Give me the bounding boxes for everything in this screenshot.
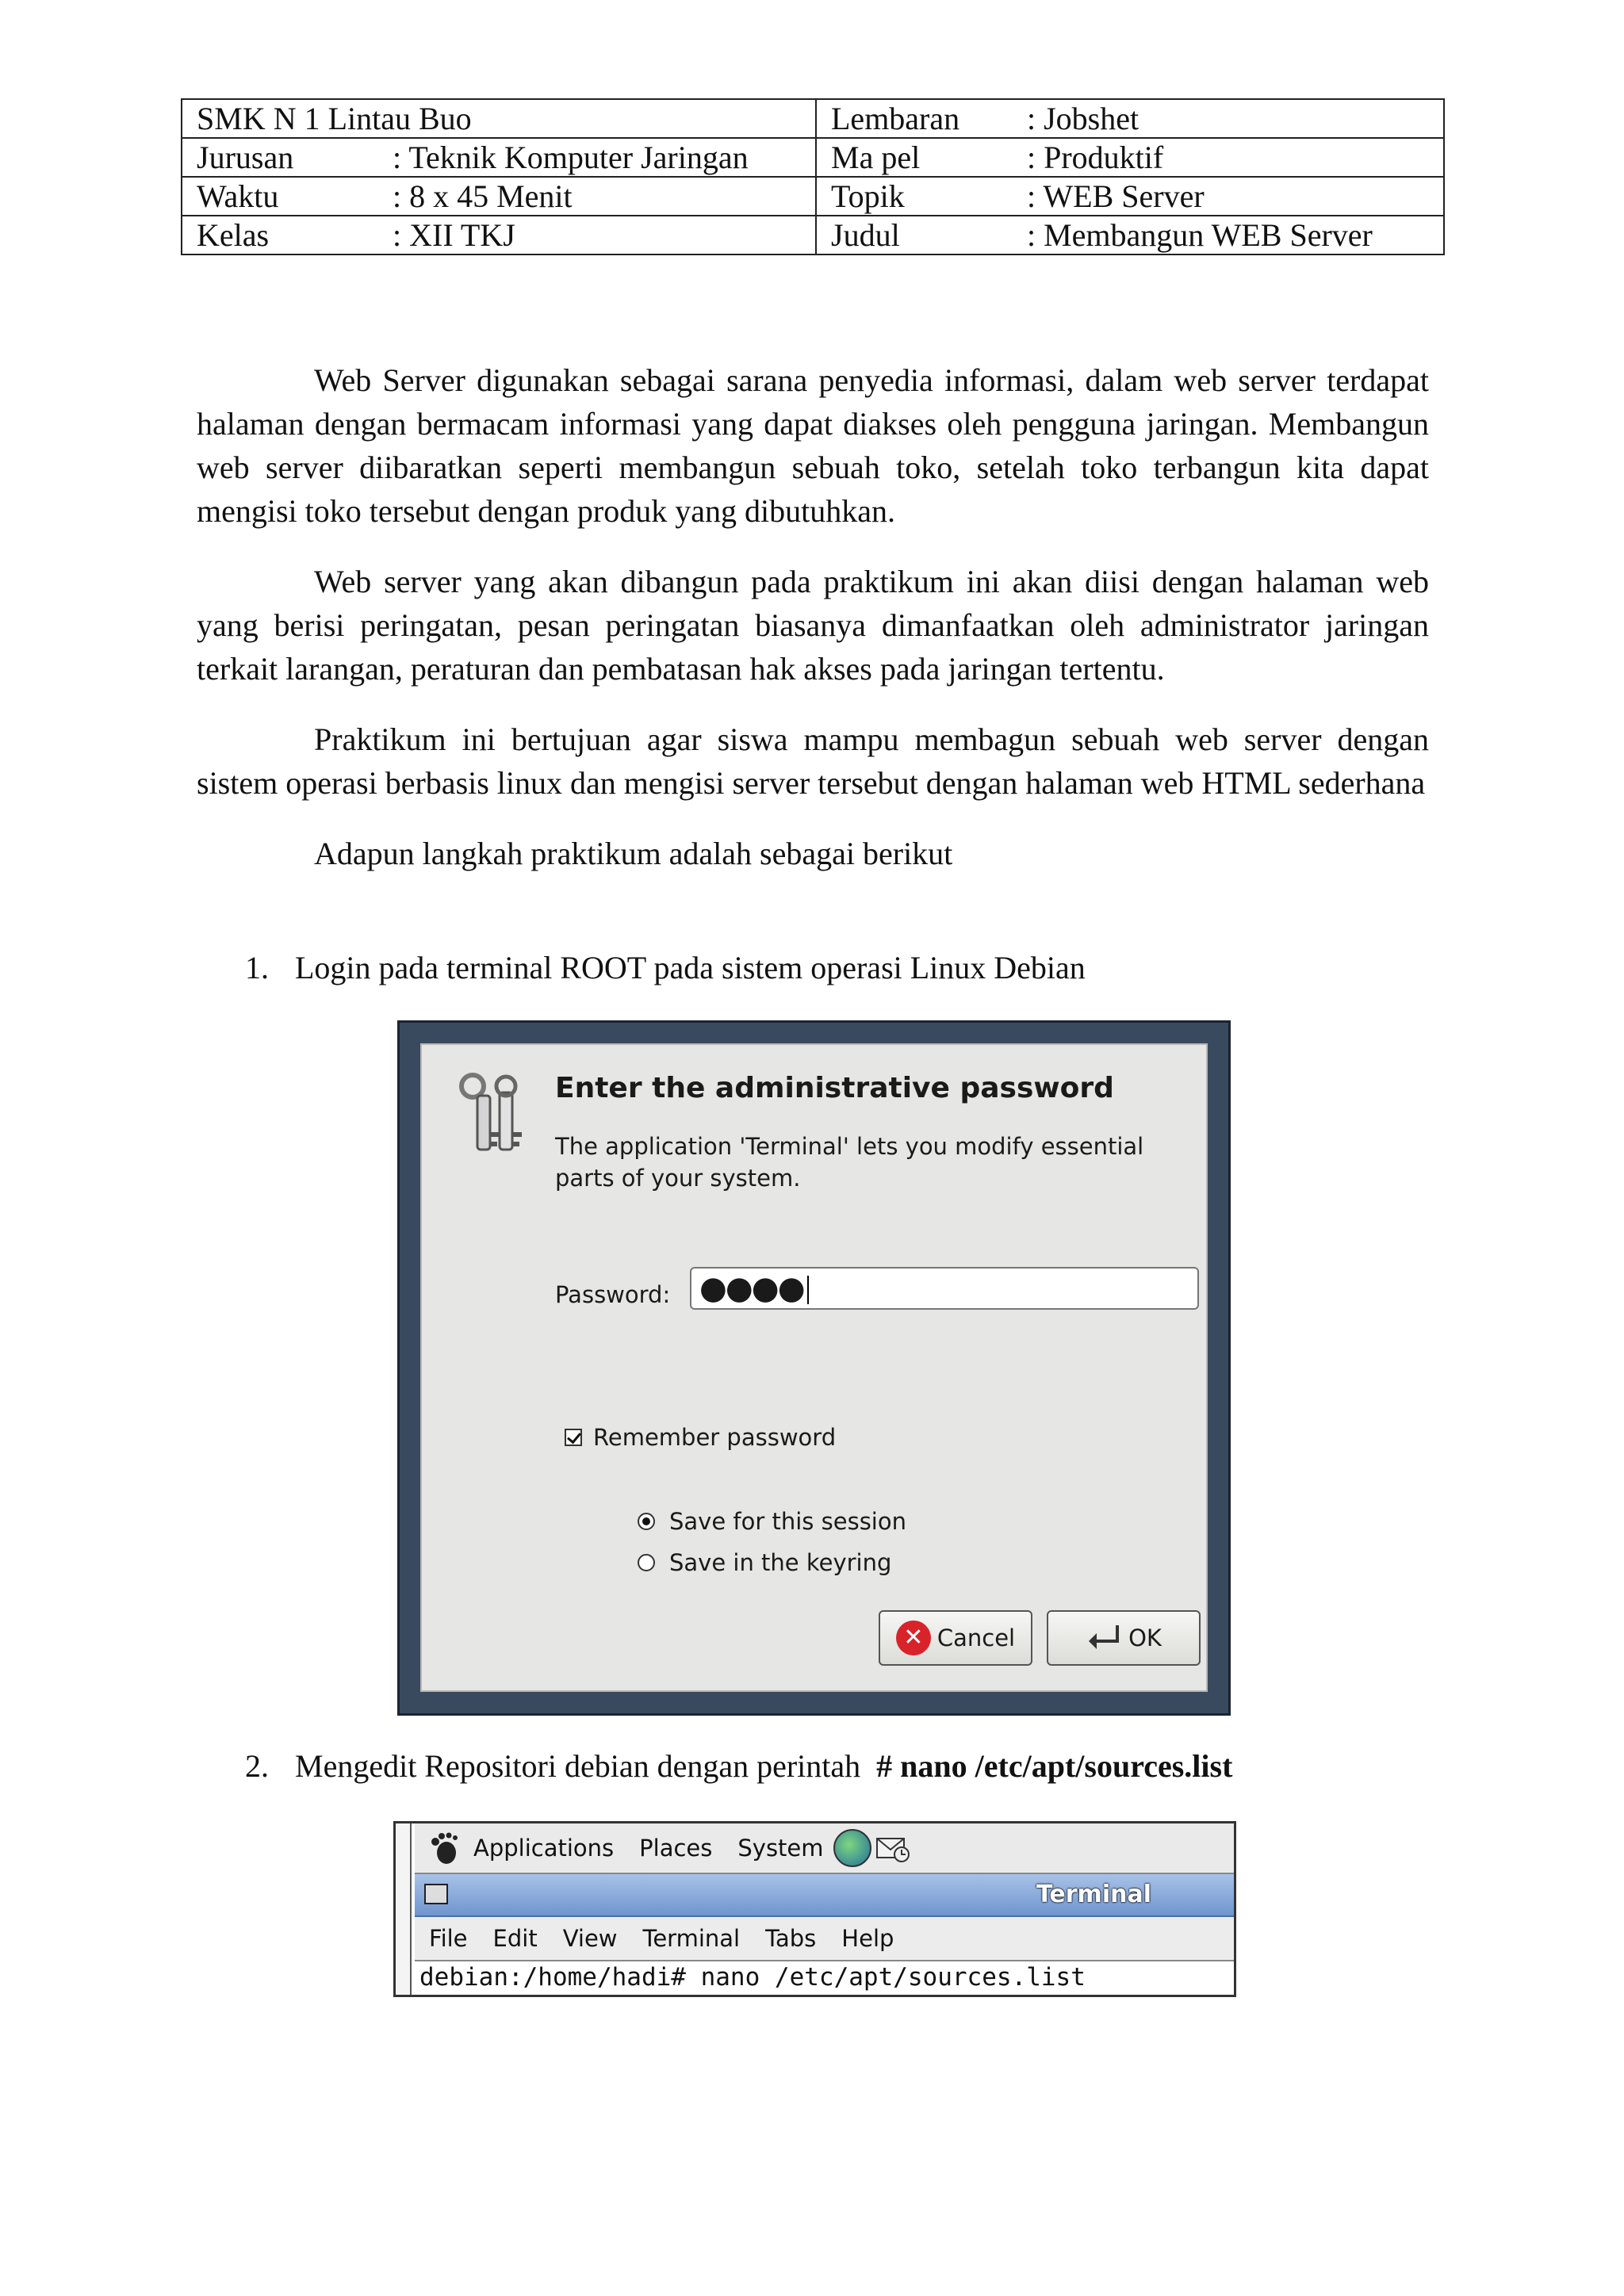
step-text: Mengedit Repositori debian dengan perintah — [295, 1748, 877, 1784]
header-value: : Jobshet — [1027, 101, 1139, 136]
menu-help[interactable]: Help — [841, 1925, 894, 1952]
header-value: : Membangun WEB Server — [1027, 217, 1373, 253]
menu-terminal[interactable]: Terminal — [642, 1925, 741, 1952]
step-number: 1. — [245, 950, 269, 985]
header-row — [182, 177, 1444, 216]
header-table — [181, 98, 1445, 255]
menu-view[interactable]: View — [562, 1925, 618, 1952]
header-key: SMK N 1 Lintau Buo — [197, 101, 472, 136]
header-value: : WEB Server — [1027, 178, 1205, 214]
radio-label: Save for this session — [669, 1508, 906, 1535]
step-item — [245, 1744, 1232, 1788]
header-value: : Teknik Komputer Jaringan — [393, 140, 749, 175]
menu-file[interactable]: File — [429, 1925, 468, 1952]
password-dialog — [420, 1043, 1208, 1692]
paragraph: Praktikum ini bertujuan agar siswa mampu membagun sebuah web server dengan sistem operasi berbasis linux dan mengisi server tersebut dengan halaman web HTML sederhana — [197, 721, 1429, 801]
paragraph: Web Server digunakan sebagai sarana penyedia informasi, dalam web server terdapat halaman dengan bermacam informasi yang dapat diakses oleh pengguna jaringan. Membangun web server diibaratkan seperti membangun sebuah toko, setelah toko terbangun kita dapat mengisi toko tersebut dengan produk yang dibutuhkan. — [197, 362, 1429, 529]
remember-password-label: Remember password — [593, 1424, 837, 1451]
password-dialog-screenshot — [397, 1020, 1231, 1716]
cancel-button[interactable] — [879, 1610, 1032, 1666]
radio-unselected-icon — [638, 1554, 655, 1571]
ok-label: OK — [1128, 1624, 1162, 1651]
dialog-message: The application 'Terminal' lets you modify essential parts of your system. — [555, 1133, 1144, 1192]
enter-key-icon — [1086, 1622, 1122, 1654]
radio-save-keyring[interactable] — [638, 1549, 891, 1576]
window-title: Terminal — [1036, 1881, 1151, 1908]
header-key: Jurusan — [197, 140, 294, 175]
header-key: Waktu — [197, 178, 279, 214]
password-value: ●●●● — [699, 1270, 804, 1307]
header-key: Kelas — [197, 217, 270, 253]
step-command: # nano /etc/apt/sources.list — [876, 1748, 1233, 1784]
header-value: : Produktif — [1027, 140, 1164, 175]
gnome-foot-icon[interactable] — [426, 1831, 461, 1866]
dialog-title: Enter the administrative password — [555, 1072, 1114, 1104]
step-item — [245, 946, 1086, 989]
body-text — [197, 358, 1429, 902]
radio-save-session[interactable] — [638, 1508, 906, 1535]
terminal-menubar — [415, 1917, 1234, 1961]
step-text: Login pada terminal ROOT pada sistem operasi Linux Debian — [295, 950, 1086, 985]
menu-edit[interactable]: Edit — [492, 1925, 538, 1952]
gnome-panel — [415, 1823, 1234, 1874]
paragraph: Web server yang akan dibangun pada praktikum ini akan diisi dengan halaman web yang berisi peringatan, pesan peringatan biasanya dimanfaatkan oleh administrator jaringan terkait larangan, peraturan dan pembatasan hak akses pada jaringan tertentu. — [197, 564, 1429, 687]
header-key: Topik — [831, 178, 905, 214]
radio-selected-icon — [638, 1513, 655, 1530]
terminal-screenshot — [393, 1821, 1236, 1997]
password-label: Password: — [555, 1281, 671, 1308]
remember-password-checkbox[interactable] — [565, 1424, 836, 1451]
text-caret — [807, 1276, 809, 1304]
radio-label: Save in the keyring — [669, 1549, 892, 1576]
checkbox-checked-icon — [565, 1429, 582, 1446]
header-row — [182, 216, 1444, 254]
system-menu[interactable]: System — [737, 1835, 824, 1862]
header-key: Lembaran — [831, 101, 960, 136]
keys-icon — [455, 1069, 534, 1164]
header-value: : XII TKJ — [393, 217, 515, 253]
ok-button[interactable] — [1047, 1610, 1201, 1666]
header-key: Ma pel — [831, 140, 921, 175]
cancel-label: Cancel — [936, 1624, 1016, 1651]
menu-tabs[interactable]: Tabs — [765, 1925, 817, 1952]
password-input[interactable] — [690, 1267, 1199, 1310]
terminal-titlebar[interactable] — [415, 1874, 1234, 1917]
places-menu[interactable]: Places — [639, 1835, 713, 1862]
window-edge — [396, 1823, 412, 1995]
mail-icon[interactable] — [875, 1832, 911, 1864]
header-value: : 8 x 45 Menit — [393, 178, 573, 214]
cancel-icon: ✕ — [896, 1621, 931, 1655]
paragraph: Adapun langkah praktikum adalah sebagai berikut — [314, 836, 953, 871]
web-browser-icon[interactable] — [833, 1829, 871, 1867]
header-key: Judul — [831, 217, 900, 253]
header-row — [182, 99, 1444, 138]
step-number: 2. — [245, 1748, 269, 1784]
terminal-command-line[interactable]: debian:/home/hadi# nano /etc/apt/sources.list — [419, 1963, 1086, 1992]
header-row — [182, 138, 1444, 177]
applications-menu[interactable]: Applications — [473, 1835, 615, 1862]
